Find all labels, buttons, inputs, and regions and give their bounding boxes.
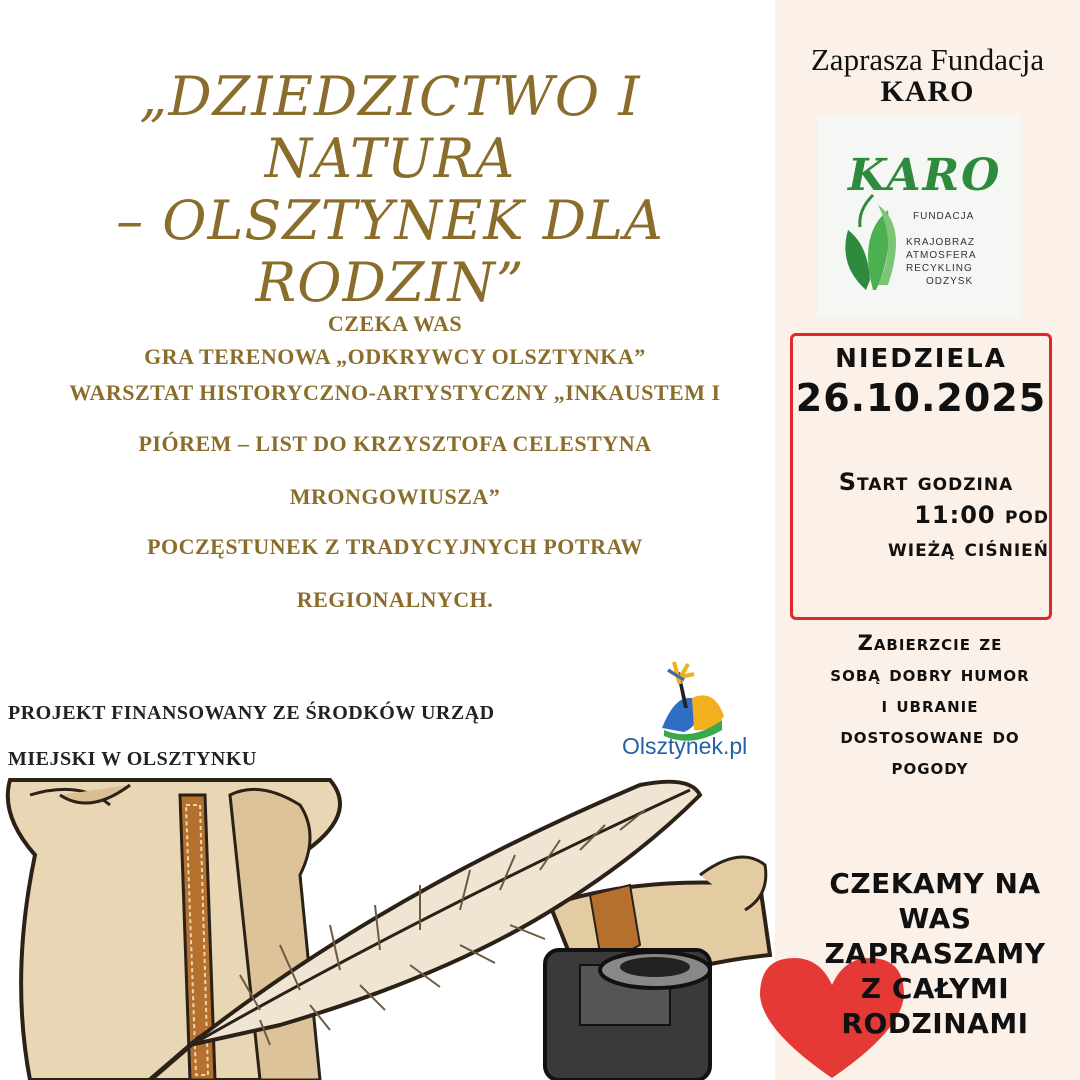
closing-line: CZEKAMY NA [829, 867, 1041, 900]
karo-logo-word: ATMOSFERA [906, 250, 977, 261]
karo-logo-word: RECYKLING [906, 263, 973, 274]
bring-along-note [780, 628, 1080, 783]
event-start-info [803, 466, 1049, 565]
title-line: – OLSZTYNEK DLA [116, 189, 664, 252]
funding-line: PROJEKT FINANSOWANY ZE ŚRODKÓW URZĄD [8, 702, 495, 724]
event-title [10, 66, 770, 314]
program-line: REGIONALNYCH. [296, 587, 494, 612]
karo-leaf-icon [818, 115, 1021, 317]
karo-logo [818, 115, 1021, 317]
bring-line: Zabierzcie ze [857, 631, 1003, 655]
bring-line: sobą dobry humor [830, 662, 1030, 686]
quill-scroll-ink-illustration [0, 775, 775, 1080]
closing-line: ZAPRASZAMY [824, 937, 1046, 970]
program-line: PIÓREM – LIST DO KRZYSZTOFA CELESTYNA [138, 431, 652, 456]
karo-logo-word: KRAJOBRAZ [906, 237, 976, 248]
funding-line: MIEJSKI W OLSZTYNKU [8, 748, 257, 770]
funding-note [8, 690, 608, 782]
bring-line: dostosowane do [840, 724, 1020, 748]
karo-logo-word: ODZYSK [926, 276, 974, 287]
program-line: WARSZTAT HISTORYCZNO-ARTYSTYCZNY „INKAUSTEM I [69, 380, 721, 405]
title-line: „DZIEDZICTWO I NATURA [139, 65, 641, 190]
program-line: MRONGOWIUSZA” [289, 484, 501, 509]
start-line: wieżą ciśnień [888, 534, 1049, 562]
event-day: NIEDZIELA [835, 344, 1007, 374]
program-line: POCZĘSTUNEK Z TRADYCYJNYCH POTRAW [147, 534, 643, 559]
invite-line: Zaprasza Fundacja [810, 42, 1045, 77]
closing-line: WAS [898, 902, 972, 935]
program-line: CZEKA WAS [327, 311, 463, 336]
invite-org: KARO [880, 75, 975, 108]
program-line: GRA TERENOWA „ODKRYWCY OLSZTYNKA” [144, 344, 646, 369]
title-line: RODZIN” [255, 251, 525, 314]
event-program [0, 308, 790, 625]
closing-line: RODZINAMI [841, 1007, 1029, 1040]
karo-logo-subtitle: FUNDACJA [913, 211, 975, 222]
invitation-header [775, 44, 1080, 108]
event-date-box [790, 333, 1052, 620]
event-date: 26.10.2025 [795, 376, 1047, 420]
start-line: Start godzina [838, 468, 1014, 496]
bring-line: i ubranie [881, 693, 979, 717]
closing-line: Z CAŁYMI [860, 972, 1010, 1005]
start-line: 11:00 pod [914, 501, 1049, 529]
bring-line: pogody [891, 755, 969, 779]
closing-message [790, 866, 1080, 1041]
karo-logo-name: KARO [848, 150, 1002, 201]
olsztynek-logo-text: Olsztynek.pl [622, 733, 748, 759]
